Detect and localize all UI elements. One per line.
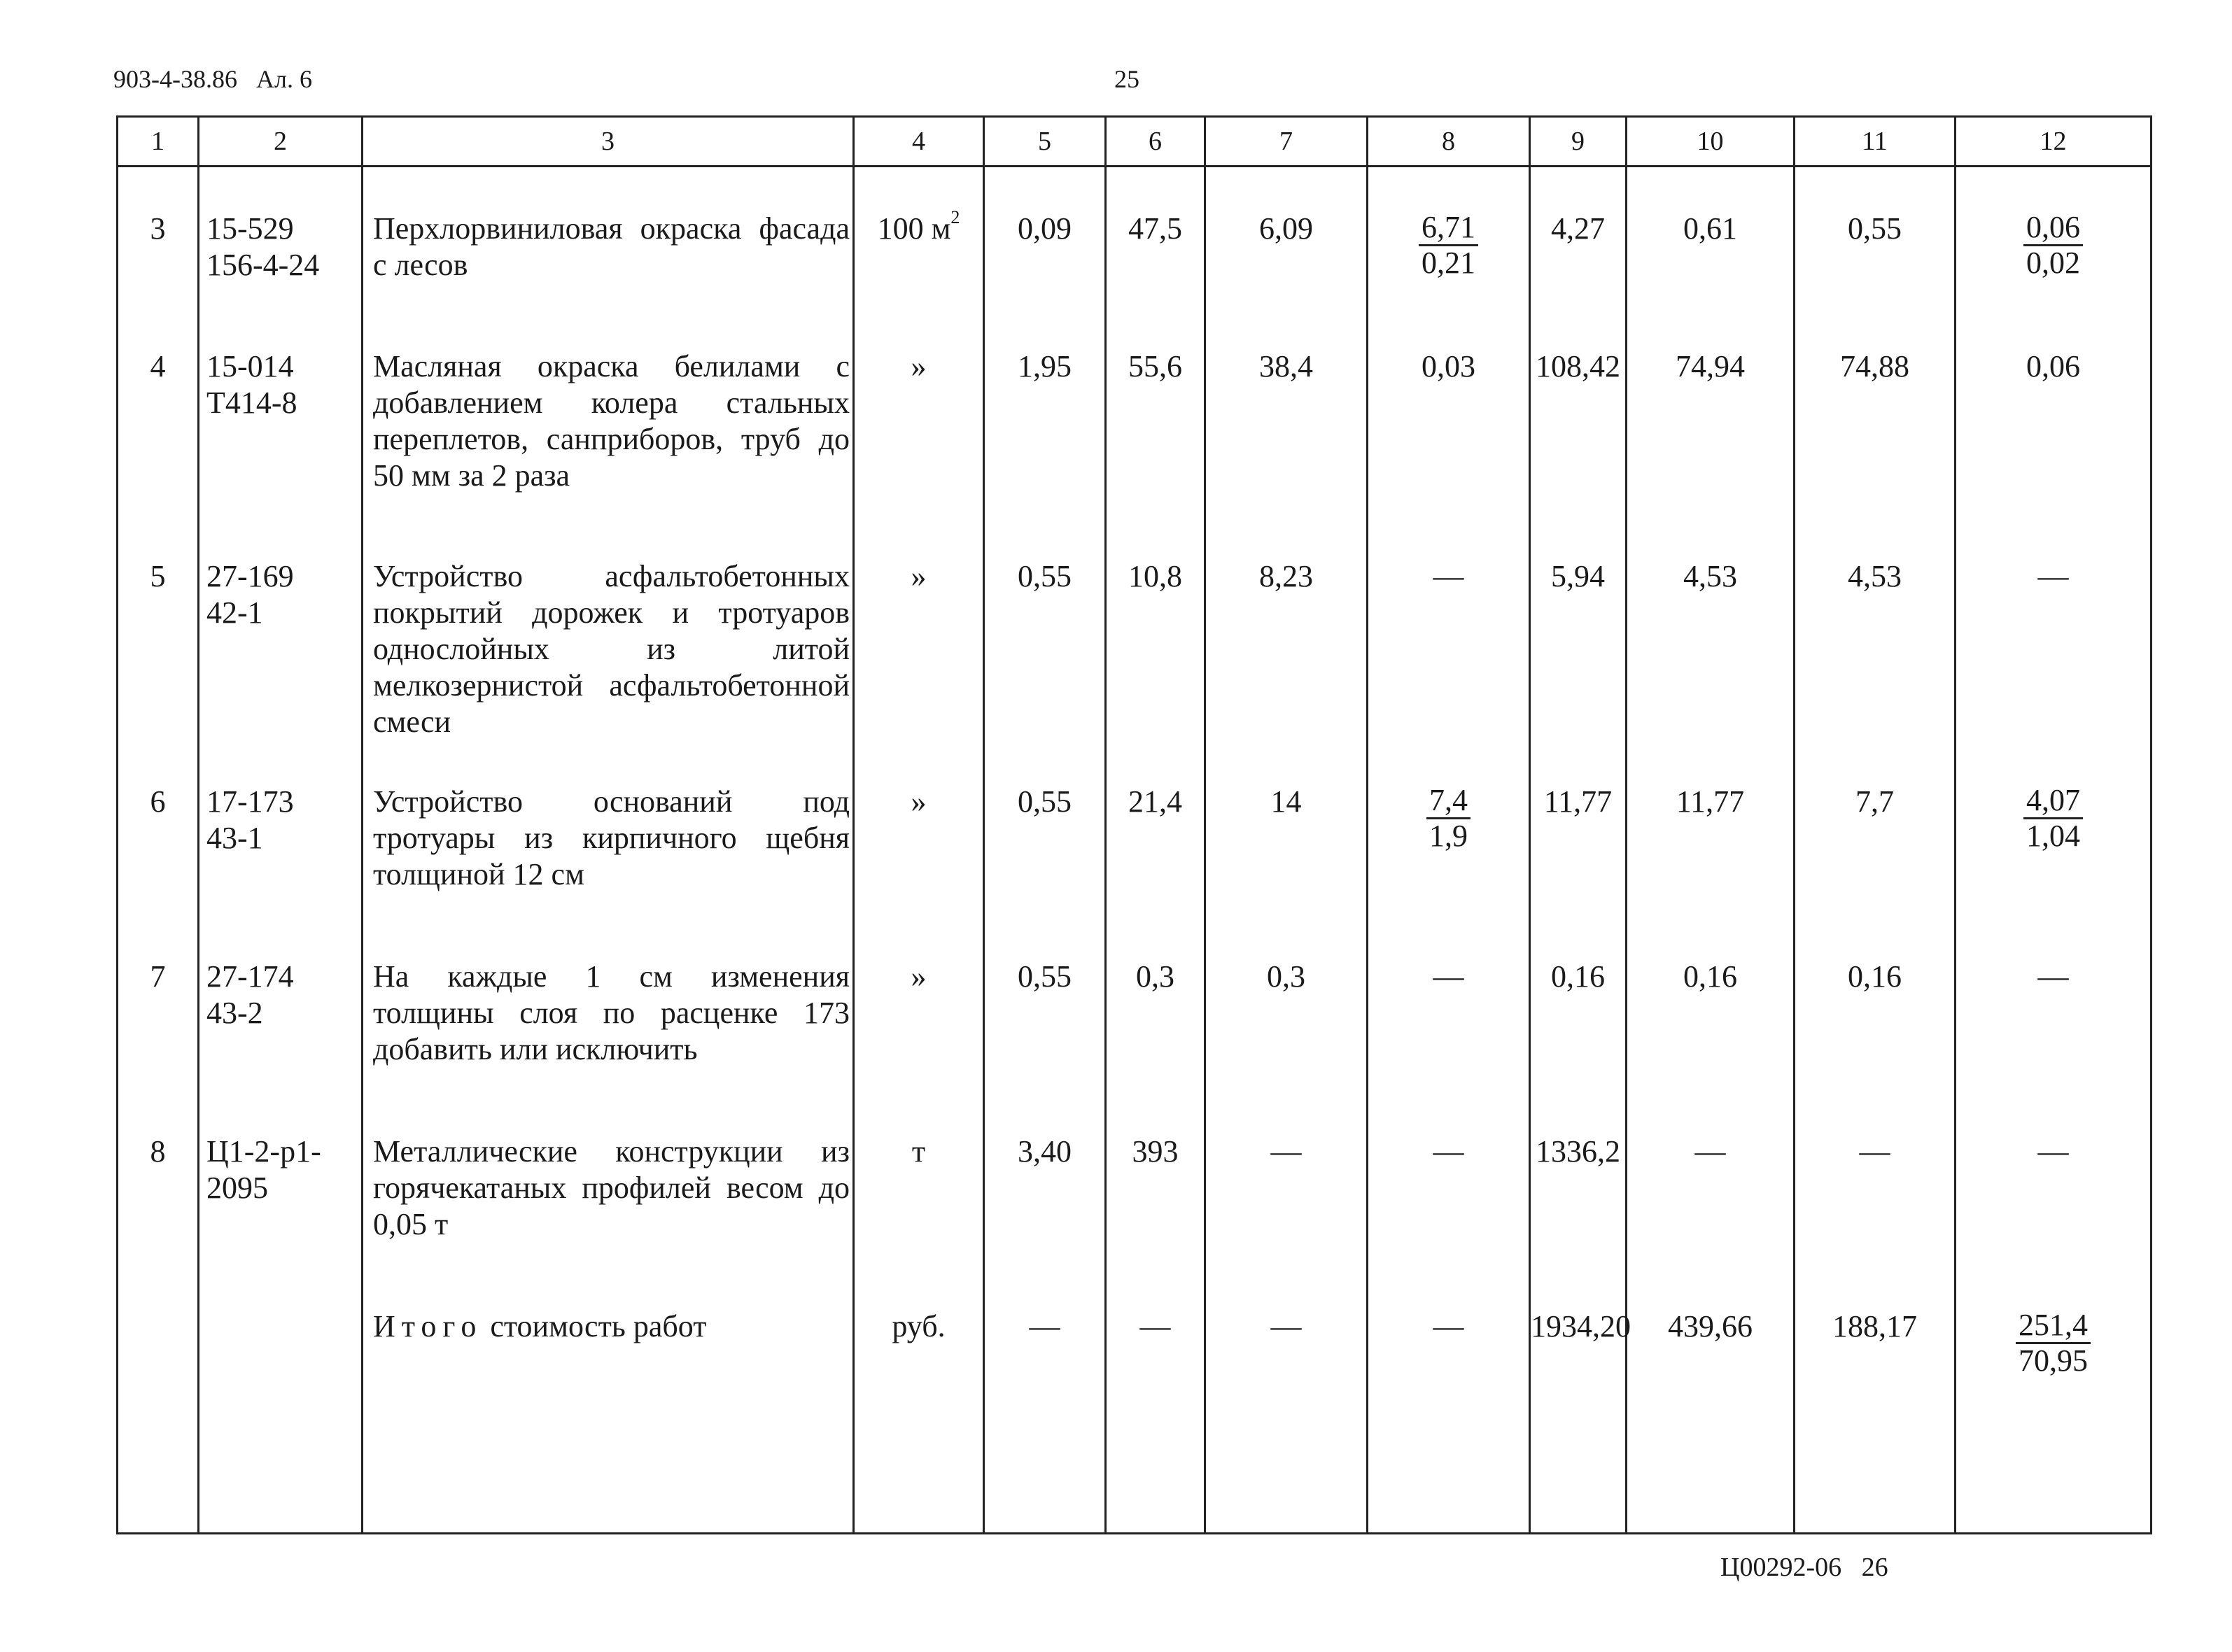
cell-c12: $\frac{4,07}{1,04}$ [1956, 740, 2152, 915]
cell-c5: 0,55 [984, 515, 1106, 740]
column-header: 4 [854, 117, 984, 167]
cell-c11: 74,88 [1795, 305, 1956, 515]
row-number [118, 1265, 199, 1534]
cell-c12: $\frac{251,4}{70,95}$ [1956, 1265, 2152, 1534]
cell-c10: 0,61 [1627, 167, 1795, 305]
column-header: 5 [984, 117, 1106, 167]
cell-c5: 0,55 [984, 740, 1106, 915]
cell-c10: 4,53 [1627, 515, 1795, 740]
cell-c10: 74,94 [1627, 305, 1795, 515]
table-row [118, 305, 2152, 515]
unit: » [854, 915, 984, 1090]
total-row [118, 1265, 2152, 1534]
cell-c11: 4,53 [1795, 515, 1956, 740]
norm-code: 15-529 156-4-24 [199, 167, 363, 305]
work-description: Перхлорвиниловая окраска фасада с лесов [363, 167, 854, 305]
cell-c5: — [984, 1265, 1106, 1534]
cell-c6: 0,3 [1106, 915, 1205, 1090]
cell-c6: 21,4 [1106, 740, 1205, 915]
footer-code: Ц00292-06 26 [1720, 1553, 1888, 1582]
column-header: 8 [1368, 117, 1530, 167]
cell-c10: — [1627, 1090, 1795, 1265]
cell-c6: — [1106, 1265, 1205, 1534]
table-row [118, 740, 2152, 915]
cell-c11: 188,17 [1795, 1265, 1956, 1534]
cell-c9: 5,94 [1530, 515, 1627, 740]
norm-code [199, 1265, 363, 1534]
table-row [118, 167, 2152, 305]
row-number: 3 [118, 167, 199, 305]
page-number: 25 [1114, 65, 1139, 93]
document-code: 903-4-38.86 Ал. 6 [113, 65, 312, 93]
norm-code: 27-169 42-1 [199, 515, 363, 740]
cell-c9: 0,16 [1530, 915, 1627, 1090]
row-number: 6 [118, 740, 199, 915]
cell-c11: 0,16 [1795, 915, 1956, 1090]
cell-c12: $\frac{0,06}{0,02}$ [1956, 167, 2152, 305]
cell-c5: 3,40 [984, 1090, 1106, 1265]
work-description: На каждые 1 см изменения толщины слоя по расценке 173 добавить или исключить [363, 915, 854, 1090]
cell-c7: 14 [1205, 740, 1368, 915]
norm-code: 27-174 43-2 [199, 915, 363, 1090]
table-row [118, 915, 2152, 1090]
cell-c8: 0,03 [1368, 305, 1530, 515]
norm-code: 17-173 43-1 [199, 740, 363, 915]
column-header: 12 [1956, 117, 2152, 167]
cell-c8: — [1368, 1265, 1530, 1534]
work-description: Устройство асфальтобетонных покрытий дорожек и тротуаров однослойных из литой мелкозернистой асфальтобетонной смеси [363, 515, 854, 740]
cell-c9: 1336,2 [1530, 1090, 1627, 1265]
norm-code: Ц1-2-р1- 2095 [199, 1090, 363, 1265]
cell-c8: — [1368, 515, 1530, 740]
cell-c12: — [1956, 1090, 2152, 1265]
cell-c10: 11,77 [1627, 740, 1795, 915]
unit: » [854, 740, 984, 915]
cell-c7: — [1205, 1090, 1368, 1265]
cell-c7: 6,09 [1205, 167, 1368, 305]
cell-c9: 11,77 [1530, 740, 1627, 915]
unit: т [854, 1090, 984, 1265]
total-label: Итого стоимость работ [363, 1265, 854, 1534]
cell-c5: 0,55 [984, 915, 1106, 1090]
row-number: 7 [118, 915, 199, 1090]
cell-c9: 108,42 [1530, 305, 1627, 515]
cell-c7: — [1205, 1265, 1368, 1534]
row-number: 8 [118, 1090, 199, 1265]
unit: руб. [854, 1265, 984, 1534]
cell-c5: 0,09 [984, 167, 1106, 305]
column-header: 7 [1205, 117, 1368, 167]
work-description: Металлические конструкции из горячекатаных профилей весом до 0,05 т [363, 1090, 854, 1265]
column-header: 1 [118, 117, 199, 167]
cell-c11: — [1795, 1090, 1956, 1265]
table-row [118, 515, 2152, 740]
unit: 100 $м^2$ [854, 167, 984, 305]
row-number: 5 [118, 515, 199, 740]
cell-c7: 8,23 [1205, 515, 1368, 740]
table-row [118, 1090, 2152, 1265]
cell-c12: — [1956, 515, 2152, 740]
cell-c11: 7,7 [1795, 740, 1956, 915]
cell-c12: 0,06 [1956, 305, 2152, 515]
cell-c9: 1934,20 [1530, 1265, 1627, 1534]
column-header: 2 [199, 117, 363, 167]
cell-c6: 393 [1106, 1090, 1205, 1265]
cell-c11: 0,55 [1795, 167, 1956, 305]
column-header: 11 [1795, 117, 1956, 167]
row-number: 4 [118, 305, 199, 515]
cell-c8: $\frac{7,4}{1,9}$ [1368, 740, 1530, 915]
cell-c5: 1,95 [984, 305, 1106, 515]
cell-c9: 4,27 [1530, 167, 1627, 305]
cell-c12: — [1956, 915, 2152, 1090]
cell-c6: 47,5 [1106, 167, 1205, 305]
cell-c6: 10,8 [1106, 515, 1205, 740]
column-number-row [118, 117, 2152, 167]
cell-c8: $\frac{6,71}{0,21}$ [1368, 167, 1530, 305]
norm-code: 15-014 Т414-8 [199, 305, 363, 515]
column-header: 9 [1530, 117, 1627, 167]
unit: » [854, 305, 984, 515]
estimate-table [116, 115, 2152, 1534]
cell-c6: 55,6 [1106, 305, 1205, 515]
cell-c7: 38,4 [1205, 305, 1368, 515]
cell-c8: — [1368, 915, 1530, 1090]
cell-c7: 0,3 [1205, 915, 1368, 1090]
column-header: 3 [363, 117, 854, 167]
unit: » [854, 515, 984, 740]
column-header: 6 [1106, 117, 1205, 167]
cell-c10: 0,16 [1627, 915, 1795, 1090]
work-description: Масляная окраска белилами с добавлением колера стальных переплетов, санприборов, труб до 50 мм за 2 раза [363, 305, 854, 515]
work-description: Устройство оснований под тротуары из кирпичного щебня толщиной 12 см [363, 740, 854, 915]
cell-c8: — [1368, 1090, 1530, 1265]
cell-c10: 439,66 [1627, 1265, 1795, 1534]
column-header: 10 [1627, 117, 1795, 167]
